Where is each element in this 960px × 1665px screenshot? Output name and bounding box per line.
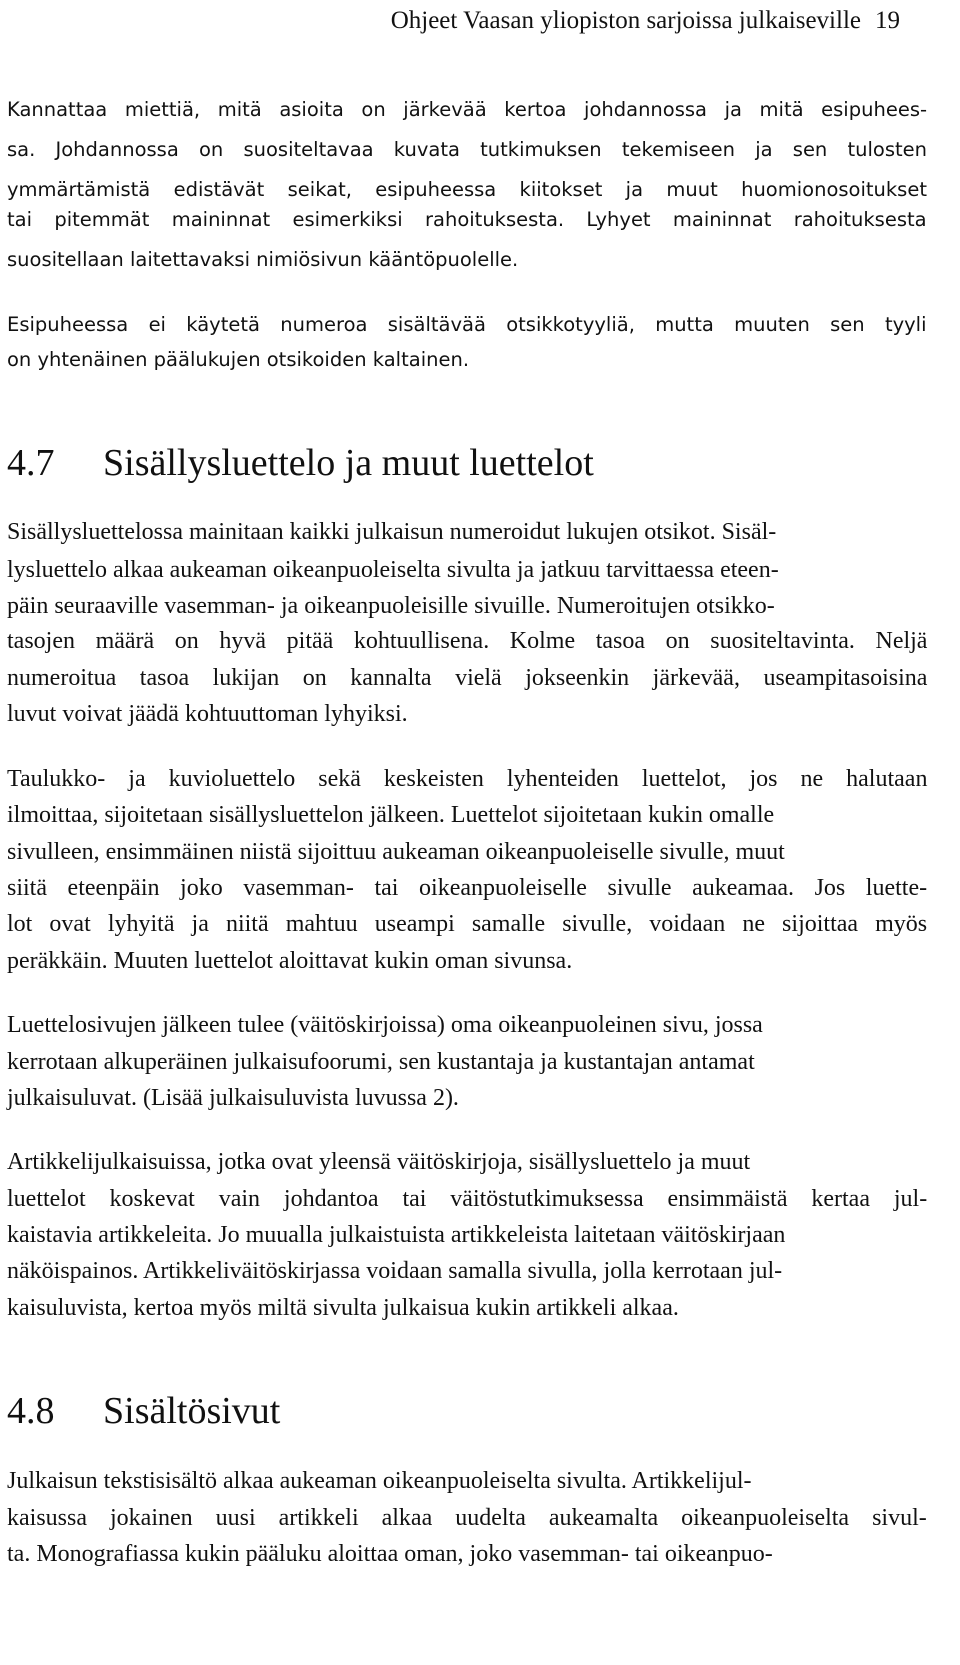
text-line: luettelot koskevat vain johdantoa tai väitöstutkimuksessa ensimmäistä kertaa jul-	[7, 1186, 928, 1212]
section-title: Sisällysluettelo ja muut luettelot	[103, 442, 594, 484]
text-line: Taulukko- ja kuvioluettelo sekä keskeisten lyhenteiden luettelot, jos ne halutaan	[7, 766, 928, 792]
text-line: tai pitemmät maininnat esimerkiksi rahoituksesta. Lyhyet maininnat rahoituksesta	[7, 208, 927, 231]
text-line: numeroitua tasoa lukijan on kannalta vielä jokseenkin järkevää, useampitasoisina	[7, 665, 928, 691]
text-line: kaistavia artikkeleita. Jo muualla julkaistuista artikkeleista laitetaan väitöskirjaan	[7, 1222, 786, 1248]
text-line: julkaisuluvat. (Lisää julkaisuluvista luvussa 2).	[7, 1085, 459, 1111]
text-line: on yhtenäinen päälukujen otsikoiden kaltainen.	[7, 348, 470, 371]
text-line: ymmärtämistä edistävät seikat, esipuheessa kiitokset ja muut huomionosoitukset	[7, 178, 927, 201]
text-line: sa. Johdannossa on suositeltavaa kuvata tutkimuksen tekemiseen ja sen tulosten	[7, 138, 928, 161]
section-heading	[7, 1388, 280, 1434]
text-line: luvut voivat jäädä kohtuuttoman lyhyiksi.	[7, 701, 408, 727]
text-line: ta. Monografiassa kukin pääluku aloittaa oman, joko vasemman- tai oikeanpuo-	[7, 1541, 773, 1567]
section-number: 4.7	[7, 442, 55, 484]
text-line: suositellaan laitettavaksi nimiösivun kääntöpuolelle.	[7, 248, 519, 271]
text-line: peräkkäin. Muuten luettelot aloittavat kukin oman sivunsa.	[7, 948, 573, 974]
text-line: kerrotaan alkuperäinen julkaisufoorumi, sen kustantaja ja kustantajan antamat	[7, 1049, 755, 1075]
text-line: sivulleen, ensimmäinen niistä sijoittuu aukeaman oikeanpuoleiselle sivulle, muut	[7, 839, 785, 865]
text-line: siitä eteenpäin joko vasemman- tai oikeanpuoleiselle sivulle aukeamaa. Jos luette-	[7, 875, 928, 901]
section-title: Sisältösivut	[103, 1390, 281, 1432]
section-heading	[7, 440, 594, 486]
text-line: päin seuraaville vasemman- ja oikeanpuoleisille sivuille. Numeroitujen otsikko-	[7, 593, 775, 619]
text-line: lysluettelo alkaa aukeaman oikeanpuoleiselta sivulta ja jatkuu tarvittaessa eteen-	[7, 557, 779, 583]
running-header	[391, 6, 900, 36]
text-line: näköispainos. Artikkeliväitöskirjassa voidaan samalla sivulla, jolla kerrotaan jul-	[7, 1258, 783, 1284]
text-line: Sisällysluettelossa mainitaan kaikki julkaisun numeroidut lukujen otsikot. Sisäl-	[7, 519, 777, 545]
text-line: Luettelosivujen jälkeen tulee (väitöskirjoissa) oma oikeanpuoleinen sivu, jossa	[7, 1012, 763, 1038]
text-line: lot ovat lyhyitä ja niitä mahtuu useampi samalle sivulle, voidaan ne sijoittaa myös	[7, 911, 928, 937]
text-line: ilmoittaa, sijoitetaan sisällysluettelon jälkeen. Luettelot sijoitetaan kukin omalle	[7, 802, 775, 828]
text-line: Julkaisun tekstisisältö alkaa aukeaman oikeanpuoleiselta sivulta. Artikkelijul-	[7, 1468, 752, 1494]
section-number: 4.8	[7, 1390, 55, 1432]
text-line: Artikkelijulkaisuissa, jotka ovat yleensä väitöskirjoja, sisällysluettelo ja muut	[7, 1149, 751, 1175]
text-line: Esipuheessa ei käytetä numeroa sisältävää otsikkotyyliä, mutta muuten sen tyyli	[7, 313, 927, 336]
page-number: 19	[875, 7, 900, 34]
text-line: Kannattaa miettiä, mitä asioita on järkevää kertoa johdannossa ja mitä esipuhees-	[7, 98, 928, 121]
text-line: kaisussa jokainen uusi artikkeli alkaa uudelta aukeamalta oikeanpuoleiselta sivul-	[7, 1505, 927, 1531]
text-line: tasojen määrä on hyvä pitää kohtuullisena. Kolme tasoa on suositeltavinta. Neljä	[7, 628, 928, 654]
running-title: Ohjeet Vaasan yliopiston sarjoissa julkaiseville	[390, 7, 861, 34]
text-line: kaisuluvista, kertoa myös miltä sivulta julkaisua kukin artikkeli alkaa.	[7, 1295, 679, 1321]
